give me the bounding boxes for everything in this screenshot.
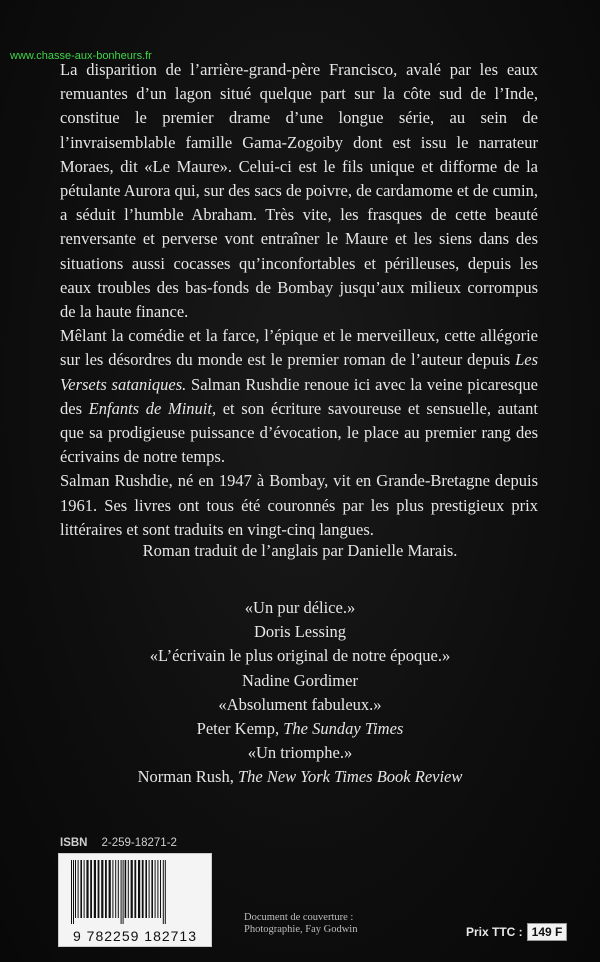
quote-author [0,620,600,644]
title-enfants-de-minuit: Enfants de Minuit, [88,398,217,418]
barcode-bar [105,860,107,918]
barcode-bar [160,860,161,918]
cover-credit-line-1: Document de couverture : [244,912,354,923]
isbn-value: 2-259-18271-2 [101,837,177,849]
barcode-bar [163,860,164,924]
quote-source: The New York Times Book Review [237,767,463,787]
barcode-bar [90,860,92,918]
barcode-bar [125,860,127,918]
blurb-paragraph-3: Salman Rushdie, né en 1947 à Bombay, vit en Grande-Bretagne depuis 1961. Ses livres ont tous été couronnés par les plus prestigieux prix littéraires et sont traduits en vingt-cinq langues. [60,471,538,539]
quote-author-name: Peter Kemp, [196,719,284,739]
barcode-bar [109,860,111,918]
barcode-bar [134,860,136,918]
barcode [58,853,212,947]
press-quotes [0,596,600,790]
translation-note: Roman traduit de l’anglais par Danielle Marais. [142,541,458,560]
barcode-bar [145,860,147,918]
barcode-bar [101,860,103,918]
blurb-p2-part-b: Salman Rushdie renoue ici avec la veine picaresque des [60,374,538,418]
price-value: 149 F [527,923,568,941]
quote-author [0,765,600,789]
quote-text: «Absolument fabuleux.» [218,694,382,714]
barcode-bar [80,860,82,918]
barcode-bar [118,860,119,918]
price-label: Prix TTC : [466,925,523,939]
barcode-bar [165,860,166,924]
barcode-bar [78,860,79,918]
blurb-paragraph-2 [60,324,538,469]
barcode-bar [86,860,88,918]
barcode-bar [112,860,113,918]
barcode-bar [138,860,140,918]
isbn [60,837,177,849]
barcode-number: 9 782259 182713 [73,928,197,944]
barcode-bar [94,860,96,918]
barcode-bar [121,860,122,924]
barcode-bar [73,860,74,924]
barcode-bar [128,860,129,918]
title-versets-sataniques: Les Versets sataniques. [60,350,538,394]
price [466,923,567,941]
quote-author-name: Norman Rush, [137,767,238,787]
quote-author-name: Doris Lessing [253,622,347,642]
quote-text: «Un triomphe.» [247,743,353,763]
barcode-bar [84,860,85,918]
cover-credit [244,912,357,936]
quote-text: «L’écrivain le plus original de notre époque.» [149,646,451,666]
quote-author [0,717,600,741]
blurb-p2-part-a: Mêlant la comédie et la farce, l’épique et le merveilleux, cette allégorie sur les désordres du monde est le premier roman de l’auteur depuis [60,326,538,370]
barcode-bar [155,860,156,918]
barcode-bar [151,860,153,918]
barcode-bar [123,860,124,924]
quote-author-name: Nadine Gordimer [242,670,358,690]
cover-credit-line-2: Photographie, Fay Godwin [244,924,358,935]
barcode-bar [157,860,158,918]
quote-source: The Sunday Times [283,719,404,739]
barcode-bar [98,860,100,918]
quote-author [0,669,600,693]
barcode-bar [142,860,144,918]
barcode-bars [69,860,201,924]
isbn-label: ISBN [60,837,88,849]
blurb-p2-part-c: et son écriture savoureuse et sensuelle, autant que sa prodigieuse puissance d’évocation, le place au premier rang des écrivains de notre temps. [60,398,538,467]
quote-text: «Un pur délice.» [244,598,356,617]
watermark-url: www.chasse-aux-bonheurs.fr [10,50,152,62]
blurb-text [60,58,538,542]
blurb-paragraph-1: La disparition de l’arrière-grand-père Francisco, avalé par les eaux remuantes d’un lagon situé quelque part sur la côte sud de l’Inde, constitue le premier drame d’une longue série, au sein de l’invraisemblable famille Gama-Zogoiby dont est issu le narrateur Moraes, dit «Le Maure». Celui-ci est le fils unique et difforme de la pétulante Aurora qui, sur des sacs de poivre, de cardamome et de cumin, a séduit l’humble Abraham. Très vite, les frasques de cette beauté renversante et perverse vont entraîner le Maure et les siens dans des situations aussi cocasses qu’inconfortables et périlleuses, depuis les eaux troubles des bas-fonds de Bombay jusqu’aux milieux corrompus de la haute finance. [60,60,538,322]
barcode-bar [149,860,150,918]
barcode-bar [71,860,72,924]
barcode-bar [75,860,76,918]
barcode-bar [115,860,116,918]
barcode-bar [131,860,133,918]
